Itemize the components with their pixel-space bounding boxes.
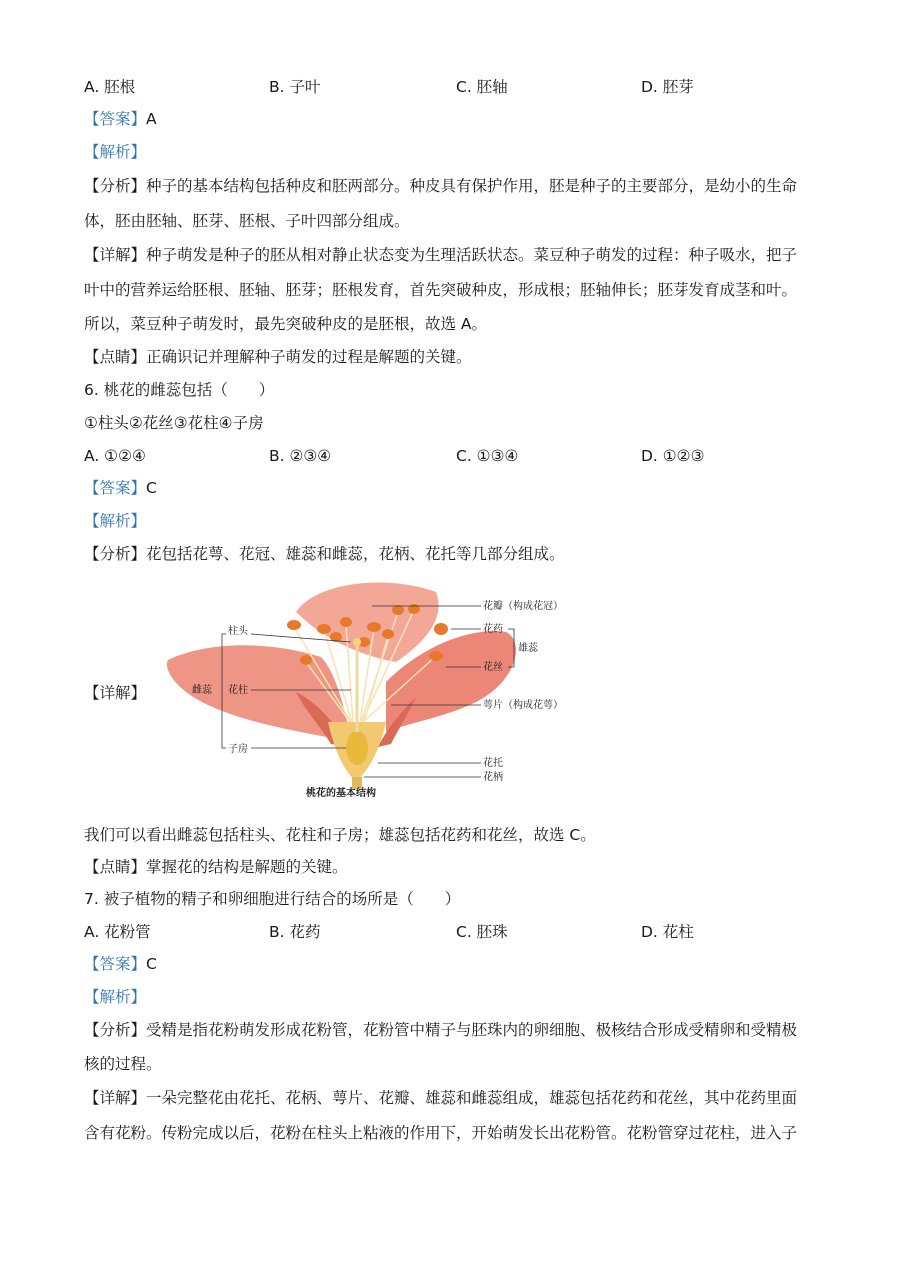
answer-tag: 【答案】 <box>84 110 147 128</box>
diagram-caption: 桃花的基本结构 <box>306 788 376 799</box>
q7-option-c: C. 胚珠 <box>456 923 508 941</box>
q6-conclusion: 我们可以看出雌蕊包括柱头、花柱和子房；雄蕊包括花药和花丝，故选 C。 <box>84 826 596 844</box>
q5-fenxi-line1 <box>84 176 797 196</box>
peach-flower-diagram <box>146 572 574 800</box>
xiangjie-tag: 【详解】 <box>84 1089 147 1107</box>
dianjing-tag: 【点睛】 <box>84 348 147 366</box>
q6-fenxi-line <box>84 544 565 564</box>
answer-value: A <box>146 110 157 128</box>
fenxi-tag: 【分析】 <box>84 177 147 195</box>
q7-xiangjie-line2: 含有花粉。传粉完成以后，花粉在柱头上粘液的作用下，开始萌发长出花粉管。花粉管穿过花柱，进入子 <box>84 1124 798 1142</box>
label-pistil: 雌蕊 <box>192 685 212 696</box>
q7-fenxi-line1 <box>84 1020 797 1040</box>
label-petal: 花瓣（构成花冠） <box>483 601 563 612</box>
q7-stem: 7. 被子植物的精子和卵细胞进行结合的场所是（ ） <box>84 890 461 908</box>
q7-analysis-tag: 【解析】 <box>84 988 147 1006</box>
q7-option-a: A. 花粉管 <box>84 923 151 941</box>
q7-xiangjie-line1 <box>84 1088 797 1108</box>
q5-answer-line <box>84 109 157 129</box>
q6-items: ①柱头②花丝③花柱④子房 <box>84 414 264 432</box>
fenxi-tag: 【分析】 <box>84 545 147 563</box>
q5-option-d: D. 胚芽 <box>641 78 694 96</box>
fenxi-text: 种子的基本结构包括种皮和胚两部分。种皮具有保护作用，胚是种子的主要部分，是幼小的生命 <box>146 177 798 195</box>
answer-tag: 【答案】 <box>84 955 147 973</box>
label-sepal: 萼片（构成花萼） <box>483 700 563 711</box>
stigma-shape <box>353 638 361 646</box>
q6-analysis-tag: 【解析】 <box>84 512 147 530</box>
ovary-shape <box>346 731 368 765</box>
label-receptacle: 花托 <box>483 758 503 769</box>
q6-option-c: C. ①③④ <box>456 447 519 465</box>
q6-dianjing-line <box>84 857 348 877</box>
q6-option-d: D. ①②③ <box>641 447 705 465</box>
q6-option-a: A. ①②④ <box>84 447 146 465</box>
label-anther: 花药 <box>483 624 503 635</box>
dianjing-text: 掌握花的结构是解题的关键。 <box>146 858 348 876</box>
fenxi-text: 花包括花萼、花冠、雄蕊和雌蕊，花柄、花托等几部分组成。 <box>146 545 565 563</box>
q7-fenxi-line2: 核的过程。 <box>84 1055 162 1073</box>
answer-value: C <box>146 955 157 973</box>
answer-value: C <box>146 479 157 497</box>
label-pedicel: 花柄 <box>483 772 503 783</box>
q7-option-d: D. 花柱 <box>641 923 694 941</box>
q6-stem: 6. 桃花的雌蕊包括（ ） <box>84 381 275 399</box>
q7-answer-line <box>84 954 157 974</box>
label-stamen: 雄蕊 <box>518 643 538 654</box>
label-filament: 花丝 <box>483 662 503 673</box>
answer-tag: 【答案】 <box>84 479 147 497</box>
q6-xiangjie-tag: 【详解】 <box>84 684 147 702</box>
q5-analysis-tag: 【解析】 <box>84 143 147 161</box>
label-stigma: 柱头 <box>228 626 248 637</box>
q7-option-b: B. 花药 <box>269 923 321 941</box>
q5-xiangjie-line3: 所以，菜豆种子萌发时，最先突破种皮的是胚根，故选 A。 <box>84 315 488 333</box>
xiangjie-tag: 【详解】 <box>84 246 147 264</box>
q5-option-c: C. 胚轴 <box>456 78 508 96</box>
fenxi-tag: 【分析】 <box>84 1021 147 1039</box>
dianjing-text: 正确识记并理解种子萌发的过程是解题的关键。 <box>146 348 472 366</box>
q6-option-b: B. ②③④ <box>269 447 332 465</box>
xiangjie-text: 一朵完整花由花托、花柄、萼片、花瓣、雄蕊和雌蕊组成，雄蕊包括花药和花丝，其中花药里面 <box>146 1089 798 1107</box>
label-style: 花柱 <box>228 685 248 696</box>
dianjing-tag: 【点睛】 <box>84 858 147 876</box>
label-ovary: 子房 <box>228 744 248 755</box>
fenxi-text: 受精是指花粉萌发形成花粉管，花粉管中精子与胚珠内的卵细胞、极核结合形成受精卵和受精极 <box>146 1021 798 1039</box>
xiangjie-text: 种子萌发是种子的胚从相对静止状态变为生理活跃状态。菜豆种子萌发的过程：种子吸水，把子 <box>146 246 798 264</box>
q5-dianjing-line <box>84 347 472 367</box>
q5-xiangjie-line2: 叶中的营养运给胚根、胚轴、胚芽；胚根发育，首先突破种皮，形成根；胚轴伸长；胚芽发育成茎和叶。 <box>84 281 798 299</box>
q5-option-b: B. 子叶 <box>269 78 321 96</box>
q5-fenxi-line2: 体，胚由胚轴、胚芽、胚根、子叶四部分组成。 <box>84 212 410 230</box>
q5-option-a: A. 胚根 <box>84 78 136 96</box>
q5-xiangjie-line1 <box>84 245 797 265</box>
q6-answer-line <box>84 478 157 498</box>
